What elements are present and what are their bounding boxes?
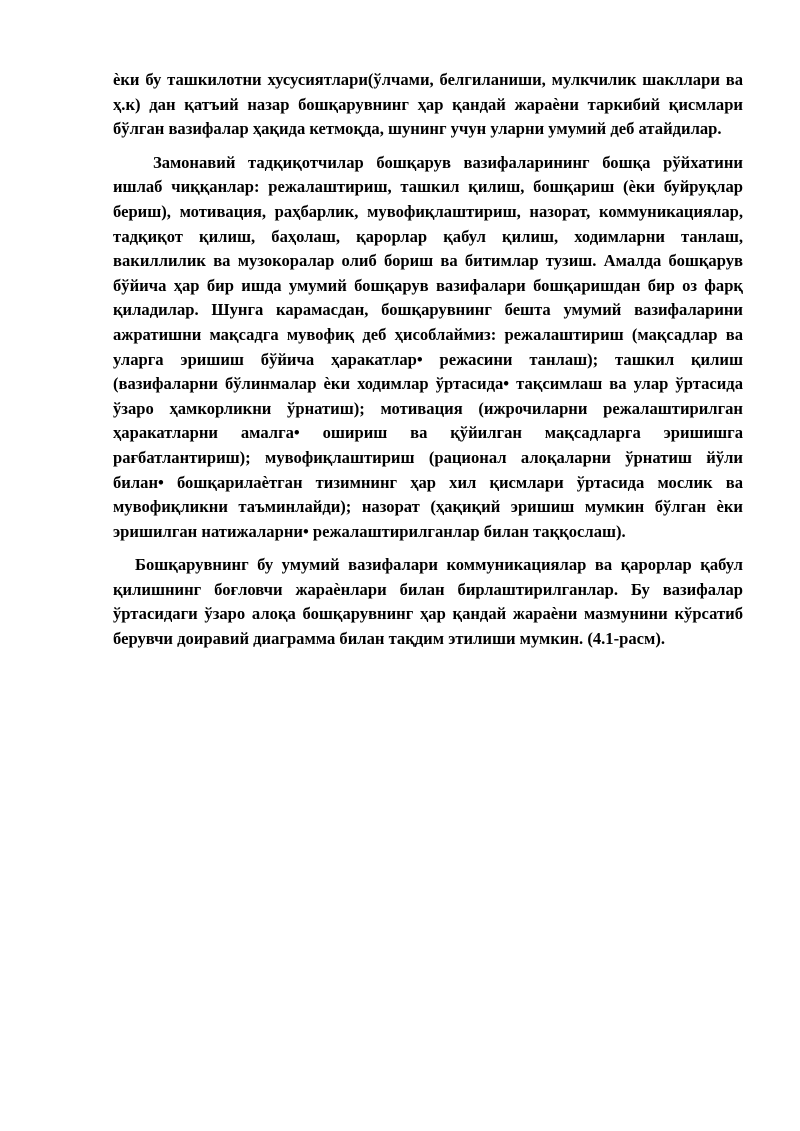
document-page: [113, 68, 743, 652]
paragraph-2: Замонавий тадқиқотчилар бошқарув вазифаларининг бошқа рўйхатини ишлаб чиққанлар: режалаштириш, ташкил қилиш, бошқариш (ѐки буйруқлар бериш), мотивация, раҳбарлик, мувофиқлаштириш, назорат, коммуникациялар, тадқиқот қилиш, баҳолаш, қарорлар қабул қилиш, ходимларни танлаш, вакиллилик ва музокоралар олиб бориш ва битимлар тузиш. Амалда бошқарув бўйича ҳар бир ишда умумий бошқарув вазифалари бошқаришдан бир оз фарқ қиладилар. Шунга карамасдан, бошқарувнинг бешта умумий вазифаларини ажратишни мақсадга мувофиқ деб ҳисоблаймиз: режалаштириш (мақсадлар ва уларга эришиш бўйича ҳаракатлар• режасини танлаш); ташкил қилиш (вазифаларни бўлинмалар ѐки ходимлар ўртасида• тақсимлаш ва улар ўртасида ўзаро ҳамкорликни ўрнатиш); мотивация (ижрочиларни режалаштирилган ҳаракатларни амалга• ошириш ва қўйилган мақсадларга эришишга рағбатлантириш); мувофиқлаштириш (рационал алоқаларни ўрнатиш йўли билан• бошқарилаѐтган тизимнинг ҳар хил қисмлари ўртасида мослик ва мувофиқликни таъминлайди); назорат (ҳақиқий эришиш мумкин бўлган ѐки эришилган натижаларни• режалаштирилганлар билан таққослаш).: [113, 152, 743, 541]
paragraph-3: Бошқарувнинг бу умумий вазифалари коммуникациялар ва қарорлар қабул қилишнинг боғловчи жараѐнлари билан бирлаштирилганлар. Бу вазифалар ўртасидаги ўзаро алоқа бошқарувнинг ҳар қандай жараѐни мазмунини кўрсатиб берувчи доиравий диаграмма билан тақдим этилиши мумкин. (4.1-расм).: [113, 555, 743, 649]
paragraph-1: ѐки бу ташкилотни хусусиятлари(ўлчами, белгиланиши, мулкчилик шакллари ва ҳ.к) дан қатъий назар бошқарувнинг ҳар қандай жараѐни таркибий қисмлари бўлган вазифалар ҳақида кетмоқда, шунинг учун уларни умумий деб атайдилар.: [113, 70, 743, 139]
